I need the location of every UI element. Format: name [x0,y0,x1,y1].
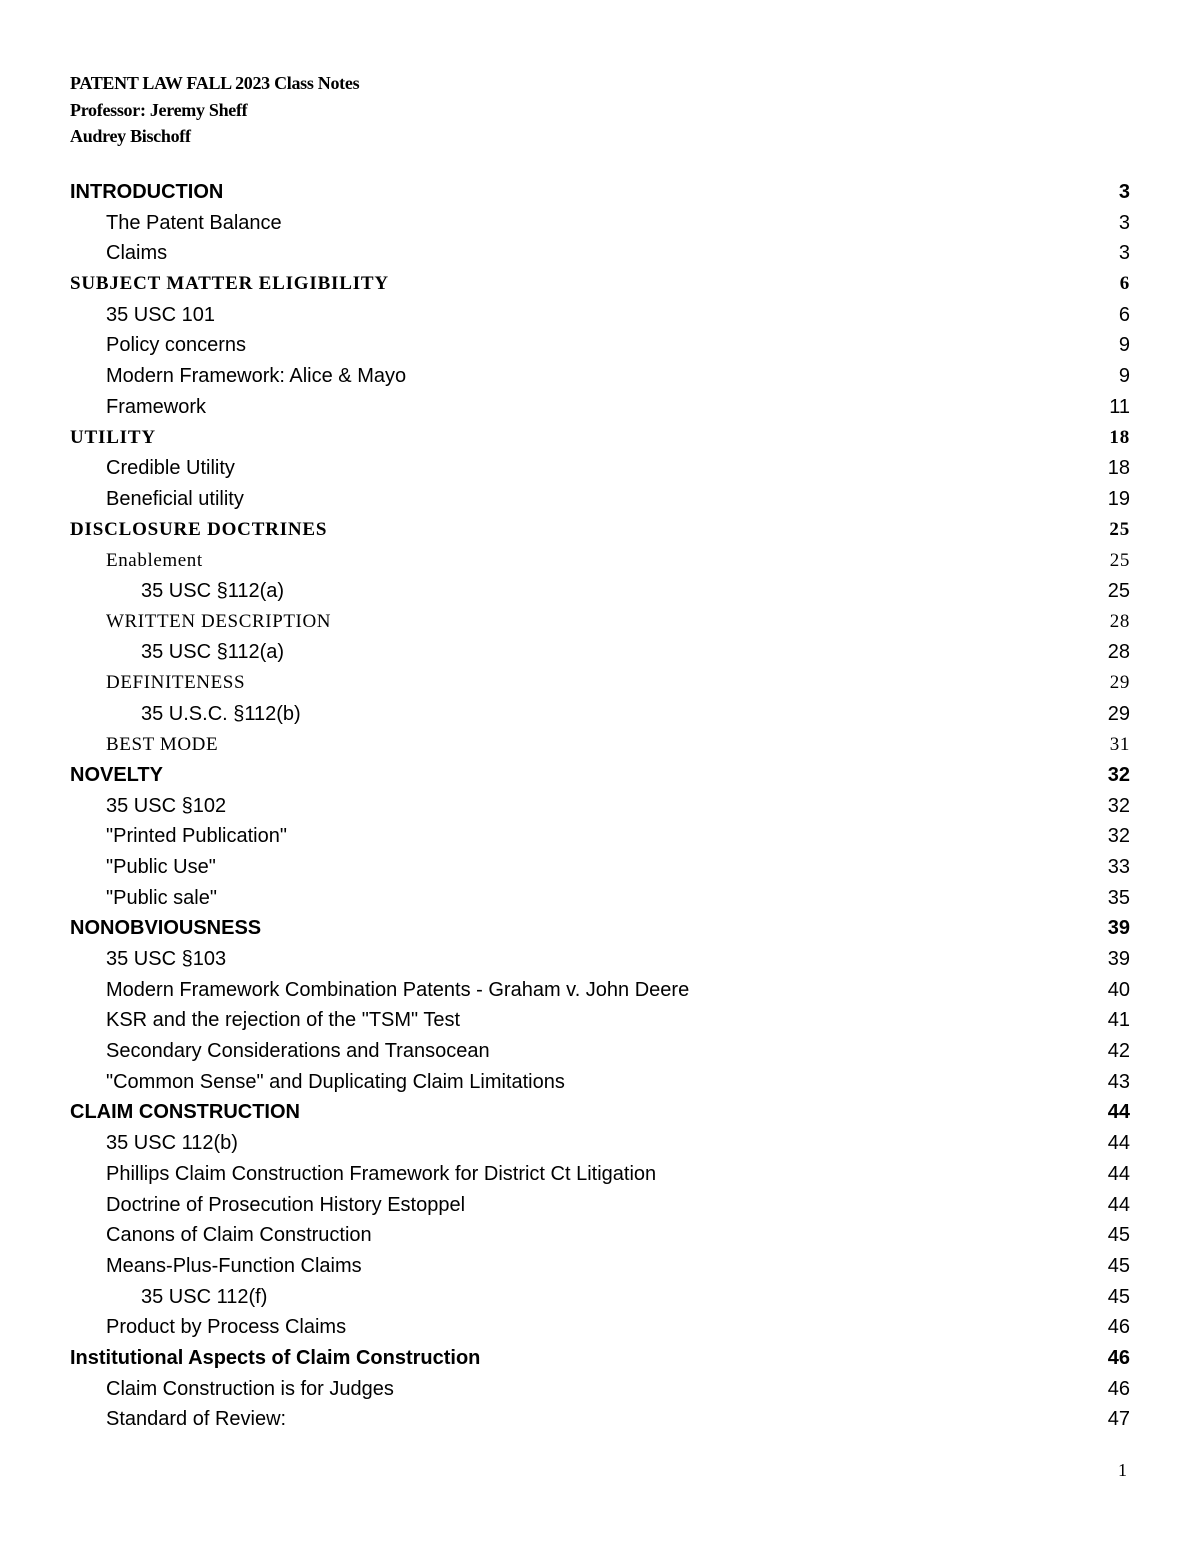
toc-entry[interactable] [70,1251,1130,1282]
toc-entry[interactable] [70,1067,1130,1098]
toc-entry-title: "Common Sense" and Duplicating Claim Limitations [106,1070,565,1093]
toc-entry-page: 28 [1107,641,1130,664]
toc-entry-page: 44 [1107,1101,1130,1124]
toc-entry[interactable] [70,1405,1130,1436]
toc-entry[interactable] [70,1343,1130,1374]
toc-entry-page: 28 [1109,610,1130,632]
toc-entry[interactable] [70,545,1130,576]
document-title: PATENT LAW FALL 2023 Class Notes [70,73,360,93]
toc-entry-title: Doctrine of Prosecution History Estoppel [106,1193,466,1216]
toc-entry[interactable] [70,821,1130,852]
toc-entry[interactable] [70,729,1130,760]
toc-entry-page: 46 [1107,1316,1130,1339]
toc-entry-title: Claims [106,242,168,265]
toc-entry-page: 44 [1107,1193,1130,1216]
toc-entry-page: 18 [1109,426,1130,448]
toc-entry-page: 6 [1119,273,1130,295]
toc-entry-title: 35 USC 112(b) [106,1132,238,1155]
toc-entry-page: 6 [1118,303,1130,326]
toc-entry[interactable] [70,1036,1130,1067]
toc-entry-title: CLAIM CONSTRUCTION [70,1101,300,1124]
toc-entry[interactable] [70,914,1130,945]
toc-entry-title: 35 USC §112(a) [141,579,285,602]
toc-entry-title: DEFINITENESS [106,672,246,694]
toc-entry-page: 46 [1107,1346,1130,1369]
toc-entry-page: 41 [1107,1009,1130,1032]
document-header [70,70,359,150]
toc-entry-title: Canons of Claim Construction [106,1224,372,1247]
toc-entry[interactable] [70,300,1130,331]
toc-entry-title: INTRODUCTION [70,180,224,203]
toc-entry-page: 45 [1107,1224,1130,1247]
toc-entry-title: NONOBVIOUSNESS [70,917,262,940]
toc-entry-title: KSR and the rejection of the "TSM" Test [106,1009,461,1032]
toc-entry-title: Standard of Review: [106,1408,287,1431]
toc-entry-title: Phillips Claim Construction Framework for District Ct Litigation [106,1162,657,1185]
toc-entry[interactable] [70,1220,1130,1251]
toc-entry[interactable] [70,208,1130,239]
toc-entry-page: 44 [1107,1162,1130,1185]
toc-entry-title: The Patent Balance [106,211,282,234]
toc-entry[interactable] [70,1374,1130,1405]
toc-entry[interactable] [70,883,1130,914]
toc-entry[interactable] [70,330,1130,361]
toc-entry[interactable] [70,1098,1130,1129]
toc-entry[interactable] [70,515,1130,546]
toc-entry[interactable] [70,484,1130,515]
toc-entry[interactable] [70,361,1130,392]
toc-entry-page: 35 [1107,886,1130,909]
author-line: Audrey Bischoff [70,126,191,146]
toc-entry-title: NOVELTY [70,763,163,786]
toc-entry[interactable] [70,699,1130,730]
toc-entry[interactable] [70,1159,1130,1190]
toc-entry-title: Beneficial utility [106,487,244,510]
toc-entry[interactable] [70,423,1130,454]
toc-entry-page: 11 [1109,395,1130,418]
toc-entry-title: WRITTEN DESCRIPTION [106,610,332,632]
toc-entry[interactable] [70,668,1130,699]
toc-entry-page: 39 [1107,948,1130,971]
toc-entry-page: 25 [1109,518,1130,540]
toc-entry-title: 35 USC 101 [106,303,215,326]
toc-entry-title: BEST MODE [106,733,219,755]
toc-entry[interactable] [70,760,1130,791]
toc-entry-page: 46 [1107,1377,1130,1400]
toc-entry-page: 25 [1109,549,1130,571]
toc-entry-title: SUBJECT MATTER ELIGIBILITY [70,273,389,295]
toc-entry[interactable] [70,852,1130,883]
toc-entry[interactable] [70,576,1130,607]
toc-entry-page: 9 [1118,334,1130,357]
toc-entry[interactable] [70,392,1130,423]
toc-entry-title: Framework [106,395,207,418]
toc-entry-page: 39 [1107,917,1130,940]
toc-entry-page: 40 [1107,978,1130,1001]
toc-entry[interactable] [70,1190,1130,1221]
toc-entry[interactable] [70,177,1130,208]
toc-entry-title: Secondary Considerations and Transocean [106,1040,490,1063]
toc-entry-title: 35 USC §112(a) [141,641,285,664]
toc-entry-title: Claim Construction is for Judges [106,1377,394,1400]
toc-entry[interactable] [70,944,1130,975]
toc-entry-page: 9 [1118,364,1130,387]
toc-entry[interactable] [70,1282,1130,1313]
toc-entry-page: 3 [1118,242,1130,265]
toc-entry-title: 35 USC §103 [106,948,227,971]
toc-entry-page: 45 [1107,1254,1130,1277]
toc-entry[interactable] [70,238,1130,269]
toc-entry[interactable] [70,453,1130,484]
toc-entry[interactable] [70,1312,1130,1343]
toc-entry-title: UTILITY [70,426,156,448]
toc-entry-page: 32 [1107,794,1130,817]
toc-entry-title: "Printed Publication" [106,825,287,848]
toc-entry-page: 43 [1107,1070,1130,1093]
page-number: 1 [1118,1460,1127,1480]
toc-entry-page: 29 [1109,672,1130,694]
table-of-contents [70,177,1130,1435]
toc-entry-page: 31 [1109,733,1130,755]
toc-entry-title: 35 U.S.C. §112(b) [141,702,301,725]
toc-entry-page: 44 [1107,1132,1130,1155]
toc-entry[interactable] [70,791,1130,822]
toc-entry-title: 35 USC 112(f) [141,1285,268,1308]
toc-entry-page: 47 [1107,1408,1130,1431]
toc-entry-title: Enablement [106,549,203,571]
toc-entry[interactable] [70,1006,1130,1037]
toc-entry-page: 42 [1107,1040,1130,1063]
toc-entry-page: 25 [1107,579,1130,602]
toc-entry-title: Product by Process Claims [106,1316,347,1339]
toc-entry-page: 45 [1107,1285,1130,1308]
toc-entry-title: Credible Utility [106,457,235,480]
toc-entry-title: Modern Framework: Alice & Mayo [106,364,407,387]
toc-entry[interactable] [70,607,1130,638]
toc-entry-page: 19 [1107,487,1130,510]
toc-entry-page: 33 [1107,855,1130,878]
toc-entry[interactable] [70,269,1130,300]
toc-entry-title: Means-Plus-Function Claims [106,1254,362,1277]
toc-entry[interactable] [70,637,1130,668]
toc-entry-title: Policy concerns [106,334,247,357]
toc-entry[interactable] [70,975,1130,1006]
toc-entry-title: DISCLOSURE DOCTRINES [70,518,328,540]
toc-entry-title: Institutional Aspects of Claim Construction [70,1346,481,1369]
toc-entry-page: 29 [1107,702,1130,725]
toc-entry[interactable] [70,1128,1130,1159]
toc-entry-title: "Public sale" [106,886,217,909]
toc-entry-page: 3 [1118,180,1130,203]
toc-entry-title: "Public Use" [106,855,216,878]
toc-entry-page: 32 [1107,825,1130,848]
toc-entry-page: 3 [1118,211,1130,234]
toc-entry-title: 35 USC §102 [106,794,227,817]
professor-line: Professor: Jeremy Sheff [70,99,248,120]
toc-entry-page: 32 [1107,763,1130,786]
toc-entry-title: Modern Framework Combination Patents - Graham v. John Deere [106,978,690,1001]
toc-entry-page: 18 [1107,457,1130,480]
